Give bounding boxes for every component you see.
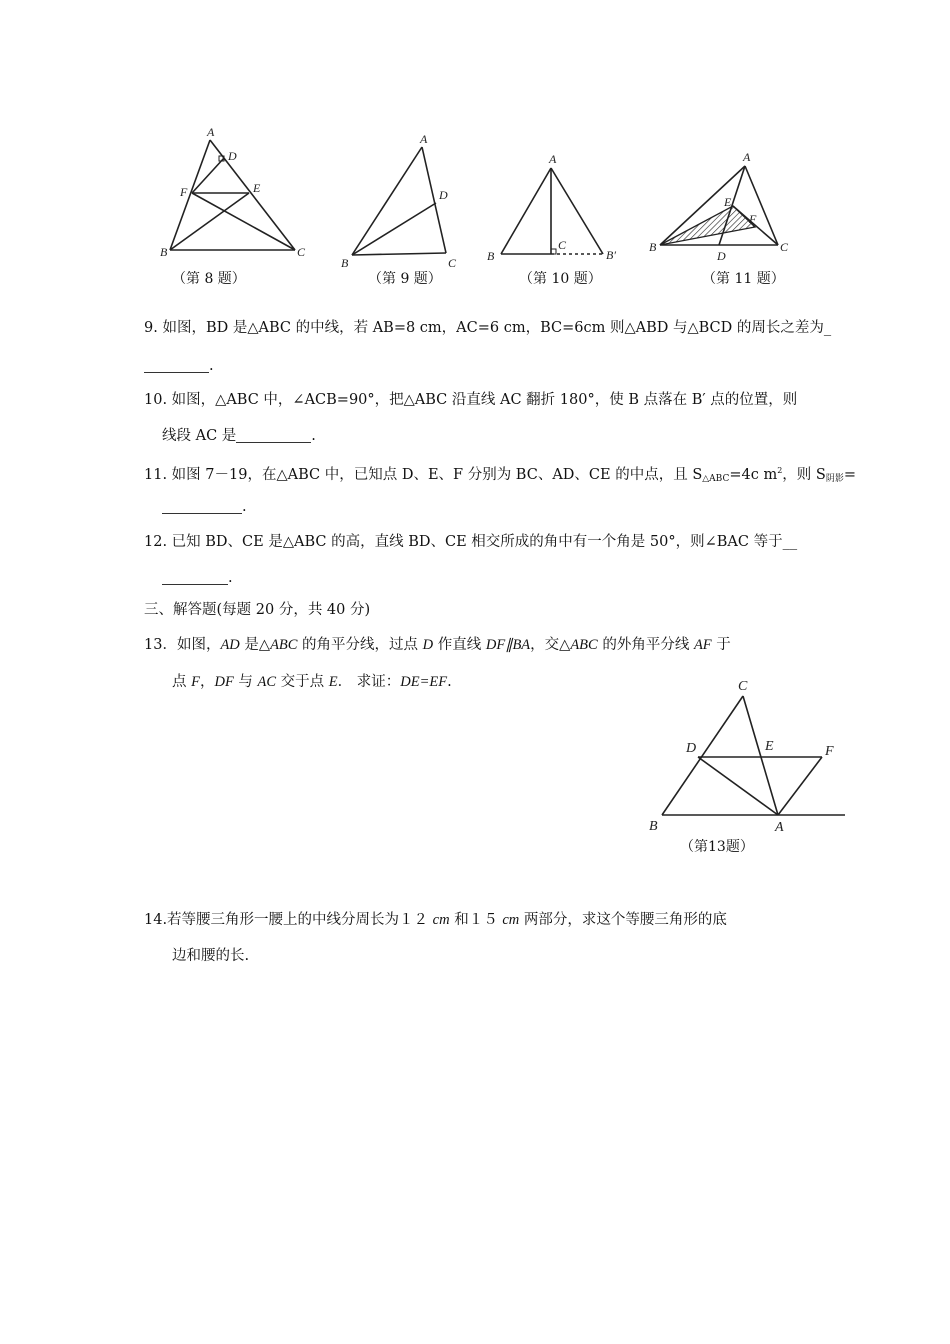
fig11-label-c: C <box>780 240 789 254</box>
fig11-label-a: A <box>743 150 751 164</box>
fig9-label-c: C <box>448 256 457 270</box>
q11-sub-abc: △ABC <box>702 474 730 484</box>
q12-text: 12. 已知 BD、CE 是△ABC 的高，直线 BD、CE 相交所成的角中有一个角是 50°，则∠BAC 等于__ <box>144 534 798 550</box>
q13-t2: 是△ <box>239 637 271 653</box>
fig10-label-c: C <box>558 238 567 252</box>
question-11 <box>144 461 856 489</box>
fig9-caption: （第 9 题） <box>368 271 442 287</box>
figure-11 <box>645 148 795 263</box>
fig13-label-e: E <box>765 739 774 754</box>
q14-t3: 两部分，求这个等腰三角形的底 <box>519 912 727 928</box>
fig8-caption: （第 8 题） <box>172 271 246 287</box>
q11-text-c: ，则 S <box>782 467 826 483</box>
question-9 <box>144 318 831 338</box>
q9-period: . <box>209 358 214 374</box>
q13-d: D <box>422 637 434 653</box>
q13-t11: 交于点 <box>276 674 329 690</box>
q12-answer-blank[interactable] <box>162 570 228 585</box>
q14-cm-1: cm <box>432 912 450 928</box>
section-3-heading: 三、解答题(每题 20 分，共 40 分) <box>144 602 371 618</box>
q13-abc: ABC <box>270 637 298 653</box>
question-12 <box>144 532 797 552</box>
q12-period: . <box>228 570 233 586</box>
q11-text-a: 11. 如图 7－19，在△ABC 中，已知点 D、E、F 分别为 BC、AD、CE 的中点，且 S <box>144 467 703 483</box>
q10-period: . <box>311 428 316 444</box>
question-11-answer <box>162 497 247 517</box>
fig9-label-a: A <box>420 132 428 146</box>
q13-t10: 与 <box>233 674 258 690</box>
fig13-caption: （第13题） <box>680 839 754 855</box>
q14-t1: 14.若等腰三角形一腰上的中线分周长为１２ <box>144 912 433 928</box>
fig8-label-c: C <box>297 245 306 259</box>
q13-t3: 的角平分线，过点 <box>297 637 423 653</box>
q10-text: 10. 如图，△ABC 中，∠ACB=90°，把△ABC 沿直线 AC 翻折 180°，使 B 点落在 B′ 点的位置，则 <box>144 392 798 408</box>
fig13-label-a: A <box>775 820 784 835</box>
fig11-label-f: F <box>749 212 757 226</box>
q13-t12: ． 求证： <box>337 674 401 690</box>
question-14 <box>144 910 727 930</box>
fig10-caption: （第 10 题） <box>519 271 602 287</box>
q13-e: E <box>328 674 338 690</box>
fig13-label-f: F <box>825 744 834 759</box>
fig8-label-b: B <box>160 245 168 259</box>
fig10-label-b-prime: B′ <box>606 248 616 262</box>
fig9-label-d: D <box>439 188 448 202</box>
figure-9 <box>338 130 468 270</box>
fig11-caption: （第 11 题） <box>702 271 785 287</box>
figure-10 <box>483 150 633 265</box>
fig10-label-a: A <box>549 152 557 166</box>
q13-t13: . <box>447 674 452 690</box>
q13-t6: 的外角平分线 <box>597 637 694 653</box>
q11-text-d: = <box>843 467 857 483</box>
question-12-answer <box>162 568 233 588</box>
q14-t2: 和１５ <box>449 912 503 928</box>
q13-ac: AC <box>257 674 277 690</box>
q11-answer-blank[interactable] <box>162 499 242 514</box>
fig8-label-d: D <box>228 149 237 163</box>
question-10-answer <box>162 426 316 446</box>
q9-answer-blank[interactable] <box>144 358 209 373</box>
fig13-label-b: B <box>649 819 658 834</box>
fig11-label-e: E <box>724 195 732 209</box>
question-9-answer <box>144 356 214 376</box>
q9-text: 9. 如图，BD 是△ABC 的中线，若 AB=8 cm，AC=6 cm，BC=6cm 则△ABD 与△BCD 的周长之差为_ <box>144 320 832 336</box>
q13-f: F <box>191 674 200 690</box>
fig8-label-e: E <box>253 181 261 195</box>
q11-sub-shaded: 阴影 <box>825 474 844 484</box>
q13-t4: 作直线 <box>433 637 486 653</box>
fig11-label-d: D <box>717 249 726 263</box>
question-10 <box>144 390 797 410</box>
fig9-label-b: B <box>341 256 349 270</box>
q13-df: DF <box>214 674 234 690</box>
question-14-line-2: 边和腰的长. <box>172 948 250 964</box>
q13-equation: DE=EF <box>400 674 448 690</box>
q13-t5: ，交△ <box>530 637 571 653</box>
q13-t9: ， <box>199 674 215 690</box>
question-13 <box>144 635 731 655</box>
fig8-label-a: A <box>207 125 215 139</box>
fig13-label-c: C <box>738 679 748 694</box>
q14-cm-2: cm <box>502 912 520 928</box>
figure-13 <box>645 672 850 842</box>
question-13-line-2 <box>172 672 452 692</box>
fig8-label-f: F <box>180 185 188 199</box>
q13-t1: 13．如图， <box>144 637 221 653</box>
q13-af: AF <box>693 637 712 653</box>
q13-df-ba: DF∥BA <box>485 637 531 653</box>
fig11-label-b: B <box>649 240 657 254</box>
q11-text-b: =4c m <box>729 467 778 483</box>
fig10-label-b: B <box>487 249 495 263</box>
q11-period: . <box>242 499 247 515</box>
q10-text-2: 线段 AC 是 <box>162 428 237 444</box>
q13-t7: 于 <box>711 637 731 653</box>
fig13-label-d: D <box>686 741 697 756</box>
q13-ad: AD <box>220 637 240 653</box>
q13-abc-2: ABC <box>570 637 598 653</box>
q10-answer-blank[interactable] <box>236 428 311 443</box>
q13-t8: 点 <box>172 674 192 690</box>
q11-sup: 2 <box>777 466 783 475</box>
figure-8 <box>160 125 320 260</box>
